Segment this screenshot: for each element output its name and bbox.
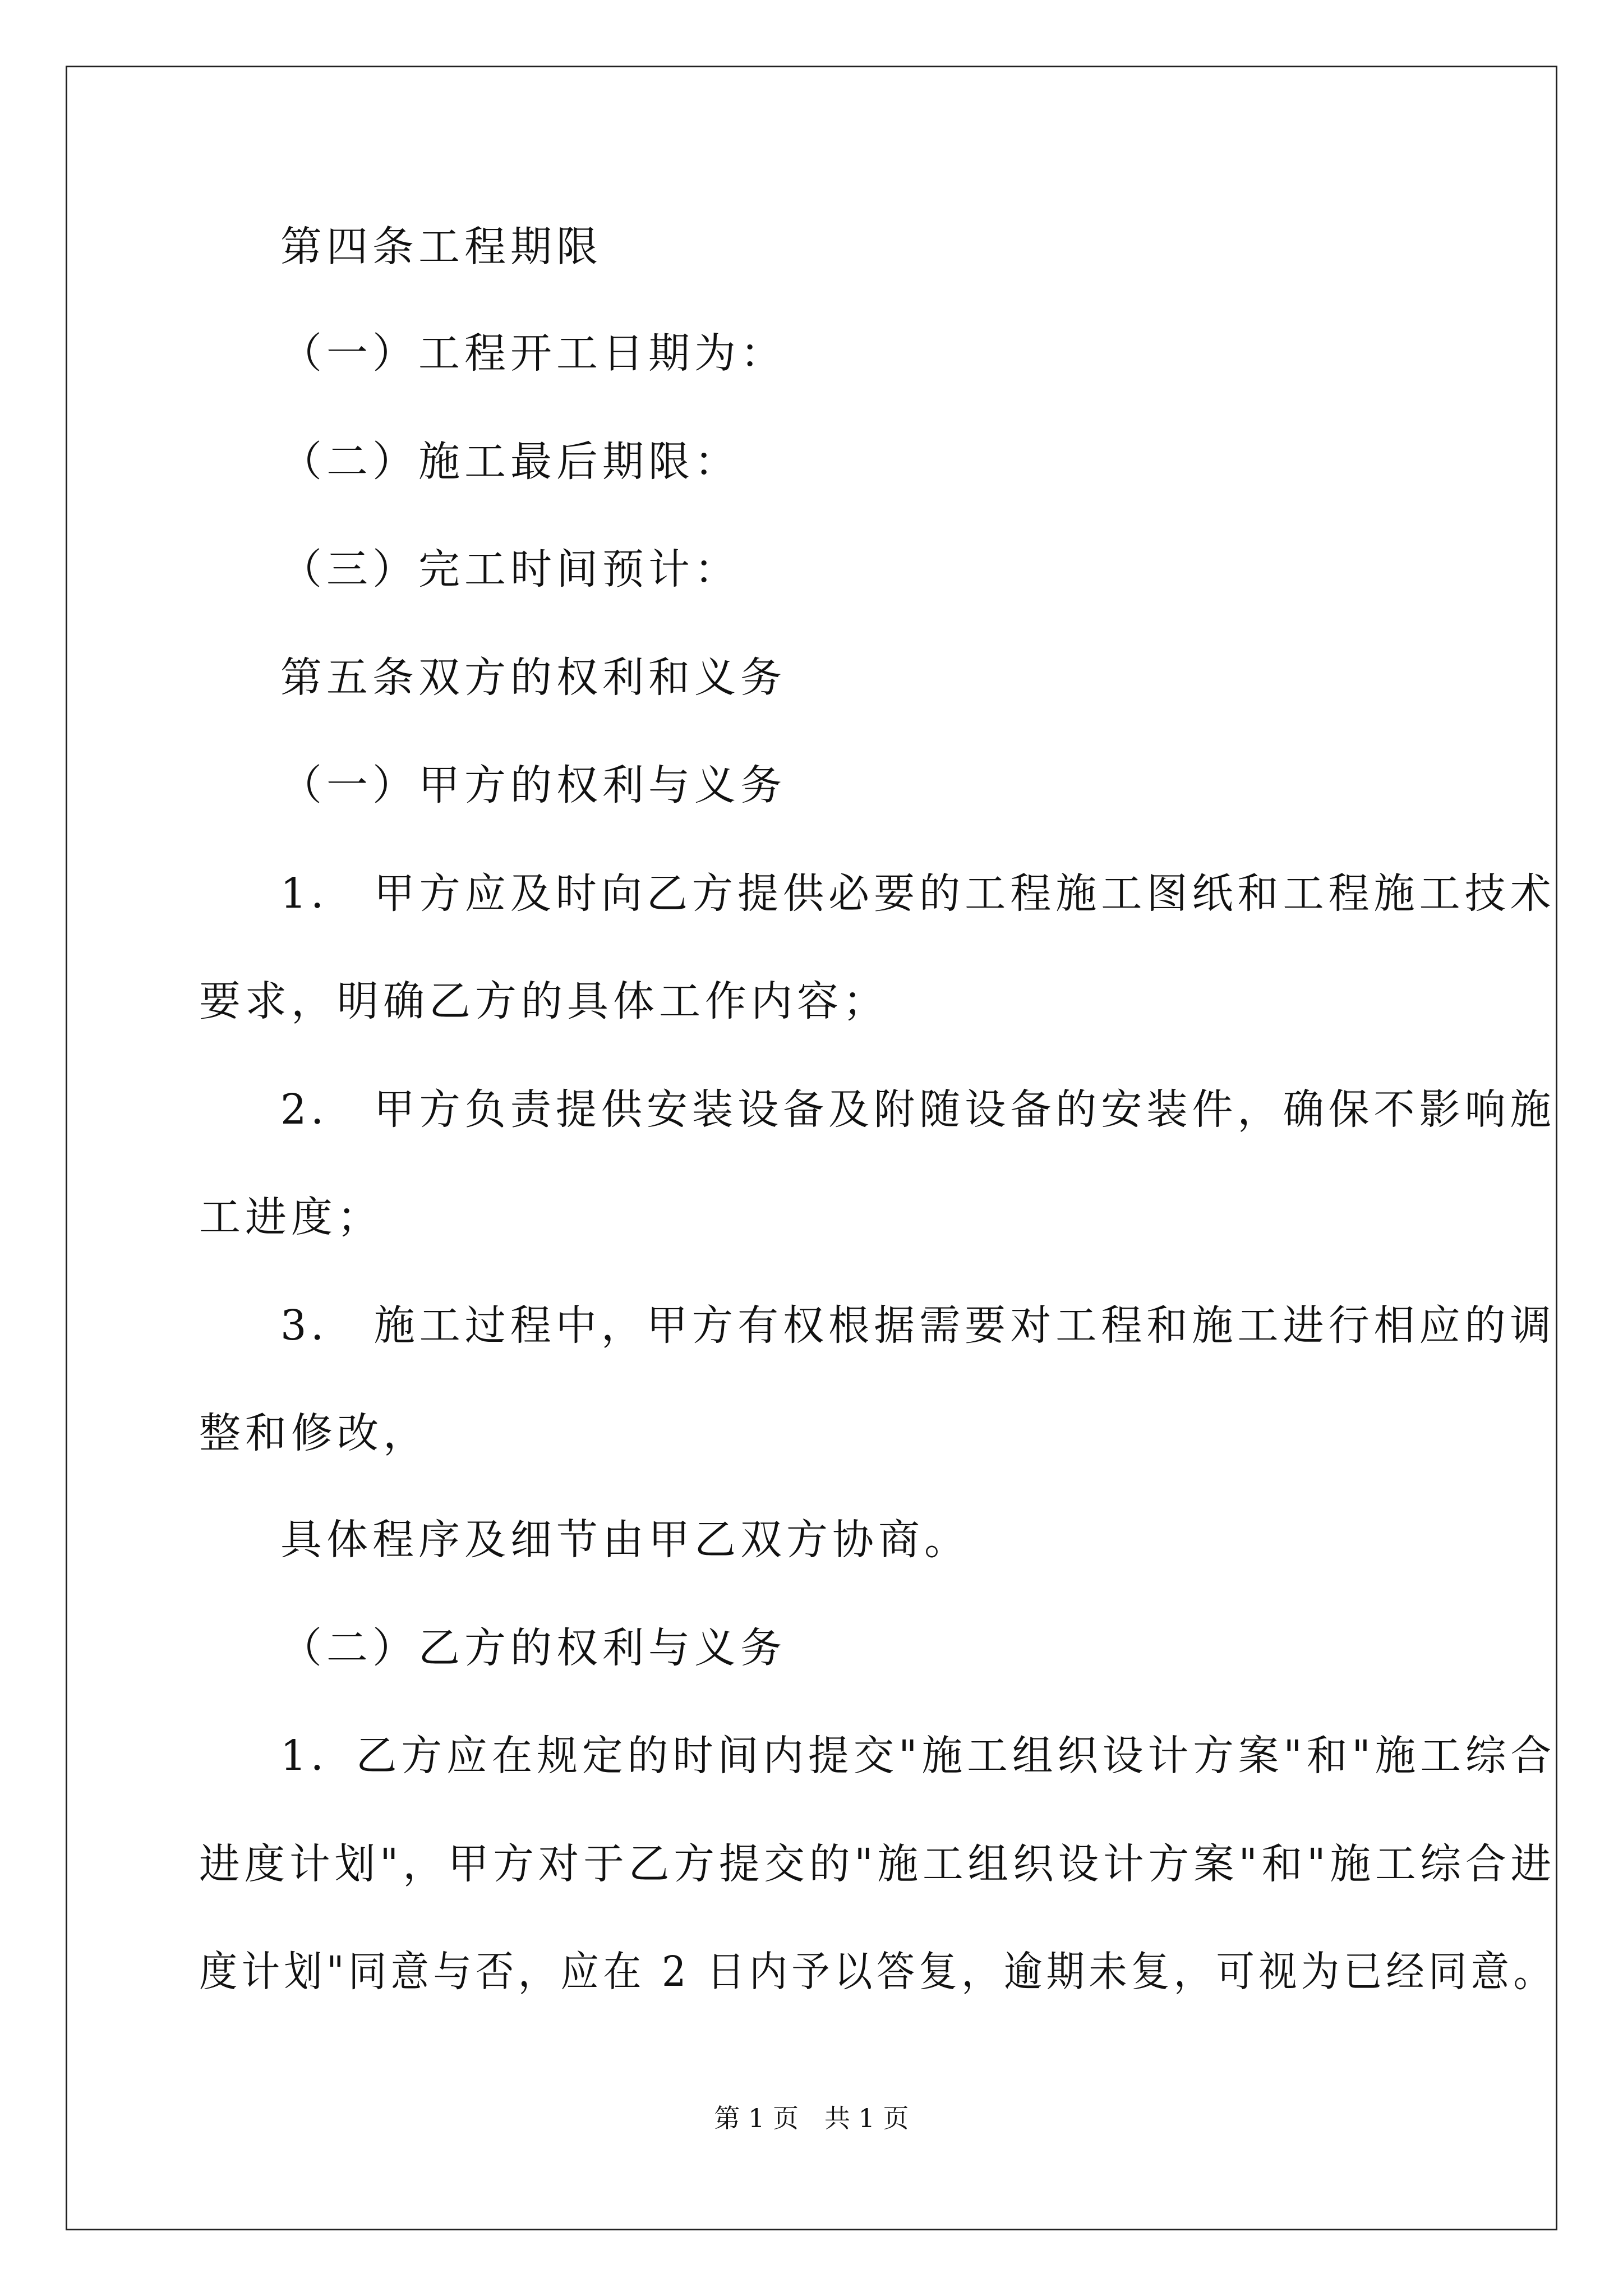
paragraph-line: （二）乙方的权利与义务 (280, 1624, 786, 1672)
page-border (66, 66, 1557, 2230)
paragraph-line: 1．乙方应在规定的时间内提交"施工组织设计方案"和"施工综合 (280, 1732, 1556, 1780)
section-heading: 第五条双方的权利和义务 (280, 654, 786, 702)
paragraph-line: （二）施工最后期限： (280, 438, 740, 486)
paragraph-line: 具体程序及细节由甲乙双方协商。 (280, 1516, 970, 1564)
paragraph-line: 1． 甲方应及时向乙方提供必要的工程施工图纸和工程施工技术 (280, 869, 1556, 918)
page-number: 第 1 页 共 1 页 (714, 2103, 909, 2133)
paragraph-line: 2． 甲方负责提供安装设备及附随设备的安装件，确保不影响施 (280, 1085, 1556, 1134)
paragraph-line: 整和修改， (199, 1409, 429, 1457)
paragraph-line: 进度计划"，甲方对于乙方提交的"施工组织设计方案"和"施工综合进 (199, 1840, 1556, 1888)
section-heading: 第四条工程期限 (280, 223, 602, 271)
paragraph-line: 度计划"同意与否，应在 2 日内予以答复，逾期未复，可视为已经同意。 (199, 1948, 1556, 1996)
paragraph-line: （一）工程开工日期为： (280, 329, 786, 378)
paragraph-line: （三）完工时间预计： (280, 545, 740, 593)
paragraph-line: 3． 施工过程中，甲方有权根据需要对工程和施工进行相应的调 (280, 1301, 1556, 1350)
paragraph-line: （一）甲方的权利与义务 (280, 761, 786, 809)
paragraph-line: 工进度； (199, 1193, 383, 1241)
paragraph-line: 要求，明确乙方的具体工作内容； (199, 977, 889, 1025)
